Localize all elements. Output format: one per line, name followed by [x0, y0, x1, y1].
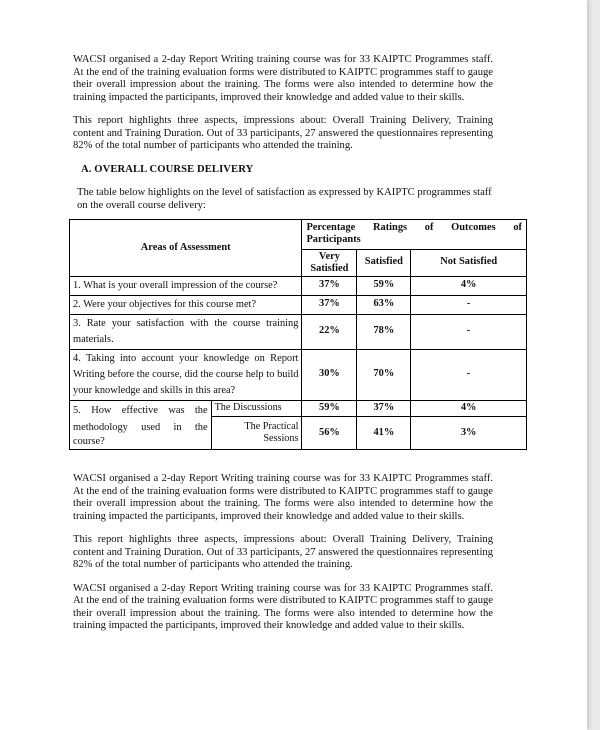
cell-satisfied: 63% [357, 295, 411, 314]
cell-satisfied: 78% [357, 314, 411, 349]
document-content [73, 54, 522, 644]
cell-not-satisfied: - [411, 349, 527, 400]
cell-satisfied: 70% [357, 349, 411, 400]
header-percentage: Percentage Ratings of Outcomes of Participants [302, 220, 527, 250]
cell-satisfied: 59% [357, 276, 411, 295]
satisfaction-table [69, 219, 527, 450]
cell-very-satisfied: 56% [302, 416, 357, 449]
paragraph-intro-1: WACSI organised a 2-day Report Writing training course was for 33 KAIPTC Programmes staff. At the end of the training evaluation forms were distributed to KAIPTC programmes staff to gauge their overall impression about the training. The forms were also intended to determine how the training impacted the participants, improved their knowledge and added value to their skills. [73, 54, 493, 103]
cell-very-satisfied: 37% [302, 295, 357, 314]
row-area: 1. What is your overall impression of the course? [70, 276, 302, 295]
cell-not-satisfied: 4% [411, 400, 527, 416]
paragraph-body-1: WACSI organised a 2-day Report Writing training course was for 33 KAIPTC Programmes staff. At the end of the training evaluation forms were distributed to KAIPTC programmes staff to gauge their overall impression about the training. The forms were also intended to determine how the training impacted the participants, improved their knowledge and added value to their skills. [73, 473, 493, 522]
sub-area-practical: The Practical Sessions [211, 416, 302, 449]
sub-area-discussions: The Discussions [211, 400, 302, 416]
row-area: 2. Were your objectives for this course met? [70, 295, 302, 314]
cell-not-satisfied: - [411, 314, 527, 349]
cell-very-satisfied: 37% [302, 276, 357, 295]
cell-very-satisfied: 22% [302, 314, 357, 349]
header-very-satisfied: Very Satisfied [302, 249, 357, 276]
cell-satisfied: 41% [357, 416, 411, 449]
table-row [70, 276, 527, 295]
section-intro: The table below highlights on the level of satisfaction as expressed by KAIPTC programmes staff on the overall course delivery: [77, 187, 492, 211]
cell-satisfied: 37% [357, 400, 411, 416]
table-row [70, 400, 527, 416]
row-area: 4. Taking into account your knowledge on Report Writing before the course, did the course help to build your knowledge and skills in this area? [70, 349, 302, 400]
row-area-methodology: 5. How effective was the methodology used in the course? [70, 400, 212, 450]
table-row [70, 314, 527, 349]
header-not-satisfied: Not Satisfied [411, 249, 527, 276]
header-satisfied: Satisfied [357, 249, 411, 276]
table-header-row [70, 220, 527, 250]
cell-not-satisfied: - [411, 295, 527, 314]
cell-not-satisfied: 4% [411, 276, 527, 295]
paragraph-body-3: WACSI organised a 2-day Report Writing training course was for 33 KAIPTC Programmes staff. At the end of the training evaluation forms were distributed to KAIPTC programmes staff to gauge their overall impression about the training. The forms were also intended to determine how the training impacted the participants, improved their knowledge and added value to their skills. [73, 582, 493, 631]
table-row [70, 349, 527, 400]
paragraph-intro-2: This report highlights three aspects, impressions about: Overall Training Delivery, Training content and Training Duration. Out of 33 participants, 27 answered the questionnaires representing 82% of the total number of participants who attended the training. [73, 115, 493, 151]
table-row [70, 295, 527, 314]
header-areas: Areas of Assessment [70, 220, 302, 277]
cell-very-satisfied: 59% [302, 400, 357, 416]
paragraph-body-2: This report highlights three aspects, impressions about: Overall Training Delivery, Training content and Training Duration. Out of 33 participants, 27 answered the questionnaires representing 82% of the total number of participants who attended the training. [73, 534, 493, 570]
cell-not-satisfied: 3% [411, 416, 527, 449]
section-heading: A. OVERALL COURSE DELIVERY [81, 163, 254, 175]
row-area: 3. Rate your satisfaction with the course training materials. [70, 314, 302, 349]
cell-very-satisfied: 30% [302, 349, 357, 400]
